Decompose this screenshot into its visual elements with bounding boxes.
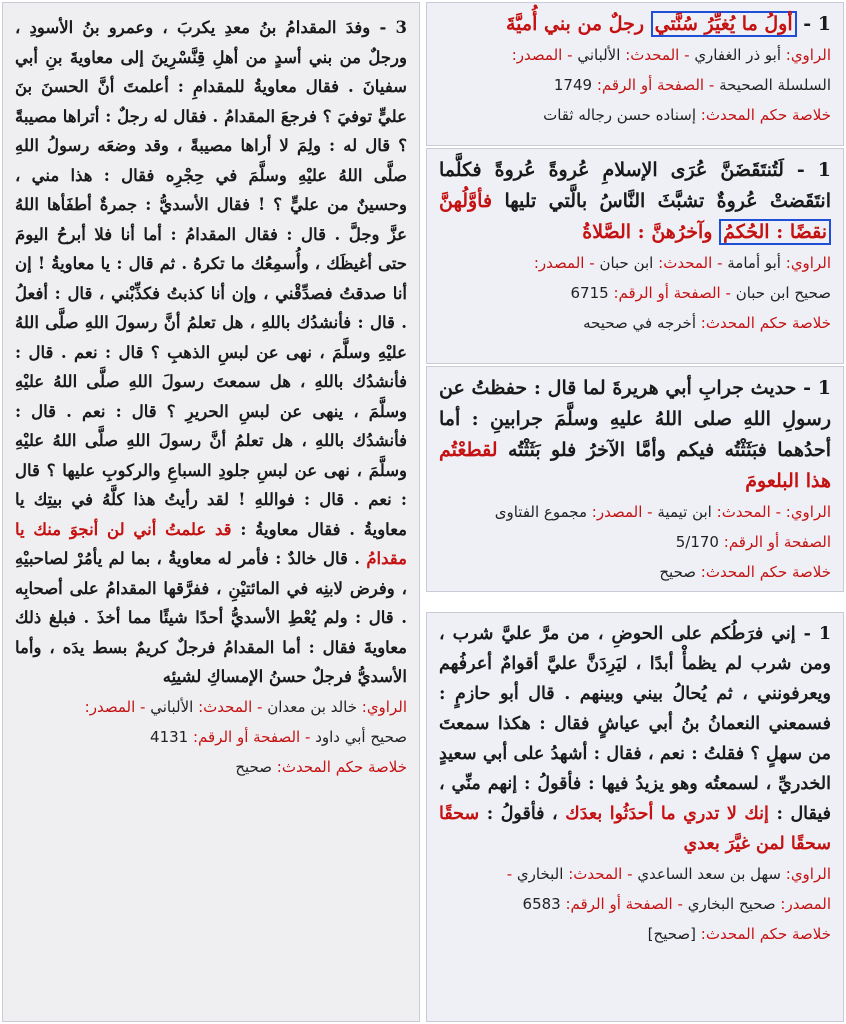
verdict: [صحيح] <box>647 925 696 943</box>
page-number: 1749 <box>553 76 593 94</box>
hadith-meta: الراوي: أبو أمامة - المحدث: ابن حبان - المصدر: صحيح ابن حبان - الصفحة أو الرقم: 6715 خلاصة حكم المحدث: أخرجه في صحيحه <box>533 254 831 332</box>
hadith-card-5 <box>2 2 420 1022</box>
highlighted-phrase: نقضًا : الحُكمُ <box>719 219 831 245</box>
verdict-label: خلاصة حكم المحدث: <box>276 757 407 776</box>
hadith-number: 1 - <box>796 159 831 181</box>
page-label: الصفحة أو الرقم: <box>193 727 301 746</box>
source-label: المصدر: <box>591 503 643 521</box>
red-phrase: رجلٌ من بني أُميَّةَ <box>506 13 645 35</box>
verdict-label: خلاصة حكم المحدث: <box>700 925 831 943</box>
muhaddith-label: المحدث: <box>625 46 680 64</box>
hadith-body: إني فرَطُكم على الحوضِ ، من مرَّ عليَّ شرب ، ومن شرب لم يظمأْ أبدًا ، ليَرِدَنَّ عليَّ أقوامٌ أعرفُهم ويعرفونني ، ثم يُحالُ بيني وبينهم . قال أبو حازمٍ : فسمعني النعمانُ بنُ أبي عياشٍ فقال : هكذا سمعتَ من سهلٍ ؟ فقلتُ : نعم ، فقال : أشهدُ على أبي سعيدٍ الخدريِّ ، لسمعتُه وهو يزيدُ فيها : فأقولُ : إنهم منِّي ، فيقال : <box>439 624 831 824</box>
highlighted-phrase: أولُ ما يُغيِّرُ سُنَّتي <box>651 11 797 37</box>
muhaddith-label: المحدث: <box>658 254 713 272</box>
source-label: المصدر: <box>780 895 831 913</box>
hadith-text <box>15 13 407 692</box>
hadith-number: 1 - <box>803 377 831 399</box>
muhaddith: ابن حبان <box>599 254 654 272</box>
hadith-text <box>439 373 831 497</box>
hadith-body: حديث جرابِ أبي هريرةَ لما قال : حفظتُ عن رسولِ اللهِ صلى اللهُ عليهِ وسلَّمَ جرابينِ : أما أحدُهما فبَثَثْتُه فيكم وأمَّا الآخرُ فلو بَثَثْتُه <box>439 377 831 461</box>
source: صحيح البخاري <box>687 895 776 913</box>
verdict-label: خلاصة حكم المحدث: <box>700 106 831 124</box>
muhaddith: ابن تيمية <box>657 503 712 521</box>
verdict-label: خلاصة حكم المحدث: <box>700 563 831 581</box>
red-phrase: إنك لا تدري ما أحدَثُوا بعدَك <box>565 804 769 824</box>
muhaddith: الألباني <box>577 46 621 64</box>
page-number: 4131 <box>150 727 189 746</box>
red-phrase: فأوَّلُهنَّ <box>439 190 493 212</box>
hadith-body: وفدَ المقدامُ بنُ معدِ يكربَ ، وعمرو بنُ الأسودِ ، ورجلٌ من بني أسدٍ من أهلِ قِنَّسْرِينَ إلى معاويةَ بنِ أبي سفيانَ . فقال معاويةُ للمقدامِ : أعلمتَ أنَّ الحسنَ بنَ عليٍّ توفيَ ؟ فرجعَ المقدامُ . فقال له رجلٌ : أتراها مصيبةً ؟ قال له : ولِمَ لا أراها مصيبةً ، وقد وضعَه رسولُ اللهِ صلَّى اللهُ عليْهِ وسلَّمَ في حِجْرِه فقال : هذا مني ، وحسينٌ من عليٍّ ؟ ! فقال الأسديُّ : جمرةٌ أطفَأها اللهُ عزَّ وجلَّ . قال : فقال المقدامُ : أما أنا فلا أبرحُ اليومَ حتى أغيظَك ، وأُسمِعُك ما تكرهُ . ثم قال : يا معاويةُ ! إن أنا صدقتُ فصدِّقْني ، وإن أنا كذبتُ فكذِّبْني ، قال : أفعلُ . قال : فأنشدُك باللهِ ، هل تعلمُ أنَّ رسولَ اللهِ صلَّى اللهُ عليْهِ وسلَّمَ ، نهى عن لبسِ الذهبِ ؟ قال : نعم . قال : فأنشدُك باللهِ ، هل سمعتَ رسولَ اللهِ صلَّى اللهُ عليْهِ وسلَّمَ ، ينهى عن لبسِ الحريرِ ؟ قال : نعم . قال : فأنشدُك باللهِ ، هل تعلمُ أنَّ رسولَ اللهِ صلَّى اللهُ عليْهِ وسلَّمَ ، نهى عن لبسِ جلودِ السباعِ والركوبِ عليها ؟ قال : نعم . قال : فواللهِ ! لقد رأيتُ هذا كلَّهُ في بيتِك يا معاويةُ . فقال معاويةُ : <box>15 18 407 539</box>
hadith-meta: الراوي: أبو ذر الغفاري - المحدث: الألباني - المصدر: السلسلة الصحيحة - الصفحة أو الرقم: 1749 خلاصة حكم المحدث: إسناده حسن رجاله ثقات <box>511 46 831 124</box>
muhaddith-label: المحدث: <box>568 865 623 883</box>
narrator-separator: - <box>775 503 781 521</box>
hadith-body: لَتُنتَقَضَنَّ عُرَى الإسلامِ عُروةً عُروةً فكلَّما انتَقَضتْ عُروةٌ تشبَّثَ النَّاسُ بالَّتي تليها <box>439 159 831 212</box>
hadith-card-4 <box>426 612 844 1022</box>
verdict: صحيح <box>235 757 272 776</box>
red-phrase: سحقًا سحقًا لمن غيَّرَ بعدي <box>439 804 831 854</box>
page-label: الصفحة أو الرقم: <box>596 76 705 94</box>
narrator-label: الراوي: <box>785 46 831 64</box>
hadith-card-1 <box>426 2 844 146</box>
hadith-meta: الراوي: خالد بن معدان - المحدث: الألباني - المصدر: صحيح أبي داود - الصفحة أو الرقم: 4131 خلاصة حكم المحدث: صحيح <box>84 697 407 776</box>
source: صحيح أبي داود <box>315 727 407 746</box>
page-number: 5/170 <box>675 533 719 551</box>
verdict: إسناده حسن رجاله ثقات <box>543 106 696 124</box>
hadith-number: 1 - <box>803 624 831 644</box>
narrator: أبو أمامة <box>727 254 781 272</box>
muhaddith-label: المحدث: <box>716 503 771 521</box>
red-phrase: قد علمتُ أني لن أنجوَ منك يا مقدامُ <box>15 519 407 568</box>
muhaddith-label: المحدث: <box>198 697 253 716</box>
page-label: الصفحة أو الرقم: <box>565 895 673 913</box>
narrator-label: الراوي: <box>361 697 407 716</box>
verdict-label: خلاصة حكم المحدث: <box>700 314 831 332</box>
page-number: 6715 <box>570 284 609 302</box>
source-label: المصدر: <box>533 254 585 272</box>
source: صحيح ابن حبان <box>735 284 831 302</box>
narrator-label: الراوي: <box>785 865 831 883</box>
narrator-label: الراوي: <box>785 503 831 521</box>
page-label: الصفحة أو الرقم: <box>723 533 831 551</box>
hadith-body: ، فأقولُ : <box>486 804 558 824</box>
source: مجموع الفتاوى <box>494 503 588 521</box>
narrator: خالد بن معدان <box>267 697 357 716</box>
source-label: المصدر: <box>84 697 136 716</box>
hadith-body: . قال خالدٌ : فأمر له معاويةُ ، بما لم يأمُرْ لصاحبيْهِ ، وفرض لابنِه في المائتيْنِ ، ففرَّقها المقدامُ على أصحابِه . قال : ولم يُعْطِ الأسديُّ أحدًا شيئًا مما أخذَ . فبلغ ذلك معاويةَ فقال : أما المقدامُ فرجلٌ كريمٌ بسط يدَه ، وأما الأسديُّ فرجلٌ حسنُ الإمساكِ لشيئِه <box>15 549 407 686</box>
page-number: 6583 <box>522 895 561 913</box>
verdict: صحيح <box>659 563 696 581</box>
page-label: الصفحة أو الرقم: <box>613 284 721 302</box>
red-phrase: وآخرُهنَّ : الصَّلاةُ <box>582 221 713 243</box>
narrator: أبو ذر الغفاري <box>694 46 781 64</box>
hadith-text <box>439 155 831 248</box>
hadith-number: 1 - <box>803 13 831 35</box>
muhaddith: البخاري <box>516 865 564 883</box>
hadith-meta: الراوي: - المحدث: ابن تيمية - المصدر: مجموع الفتاوى الصفحة أو الرقم: 5/170 خلاصة حكم المحدث: صحيح <box>494 503 831 581</box>
red-phrase: لقطعْتُم هذا البلعومَ <box>439 439 831 492</box>
hadith-meta: الراوي: سهل بن سعد الساعدي - المحدث: البخاري - المصدر: صحيح البخاري - الصفحة أو الرقم: 6583 خلاصة حكم المحدث: [صحيح] <box>506 865 831 943</box>
hadith-text <box>439 619 831 859</box>
hadith-text <box>439 9 831 40</box>
muhaddith: الألباني <box>150 697 194 716</box>
source: السلسلة الصحيحة <box>719 76 831 94</box>
verdict: أخرجه في صحيحه <box>583 314 696 332</box>
narrator-label: الراوي: <box>785 254 831 272</box>
source-label: المصدر: <box>511 46 563 64</box>
hadith-number: 3 - <box>379 18 408 37</box>
narrator: سهل بن سعد الساعدي <box>637 865 781 883</box>
hadith-card-3 <box>426 366 844 592</box>
hadith-card-2 <box>426 148 844 364</box>
